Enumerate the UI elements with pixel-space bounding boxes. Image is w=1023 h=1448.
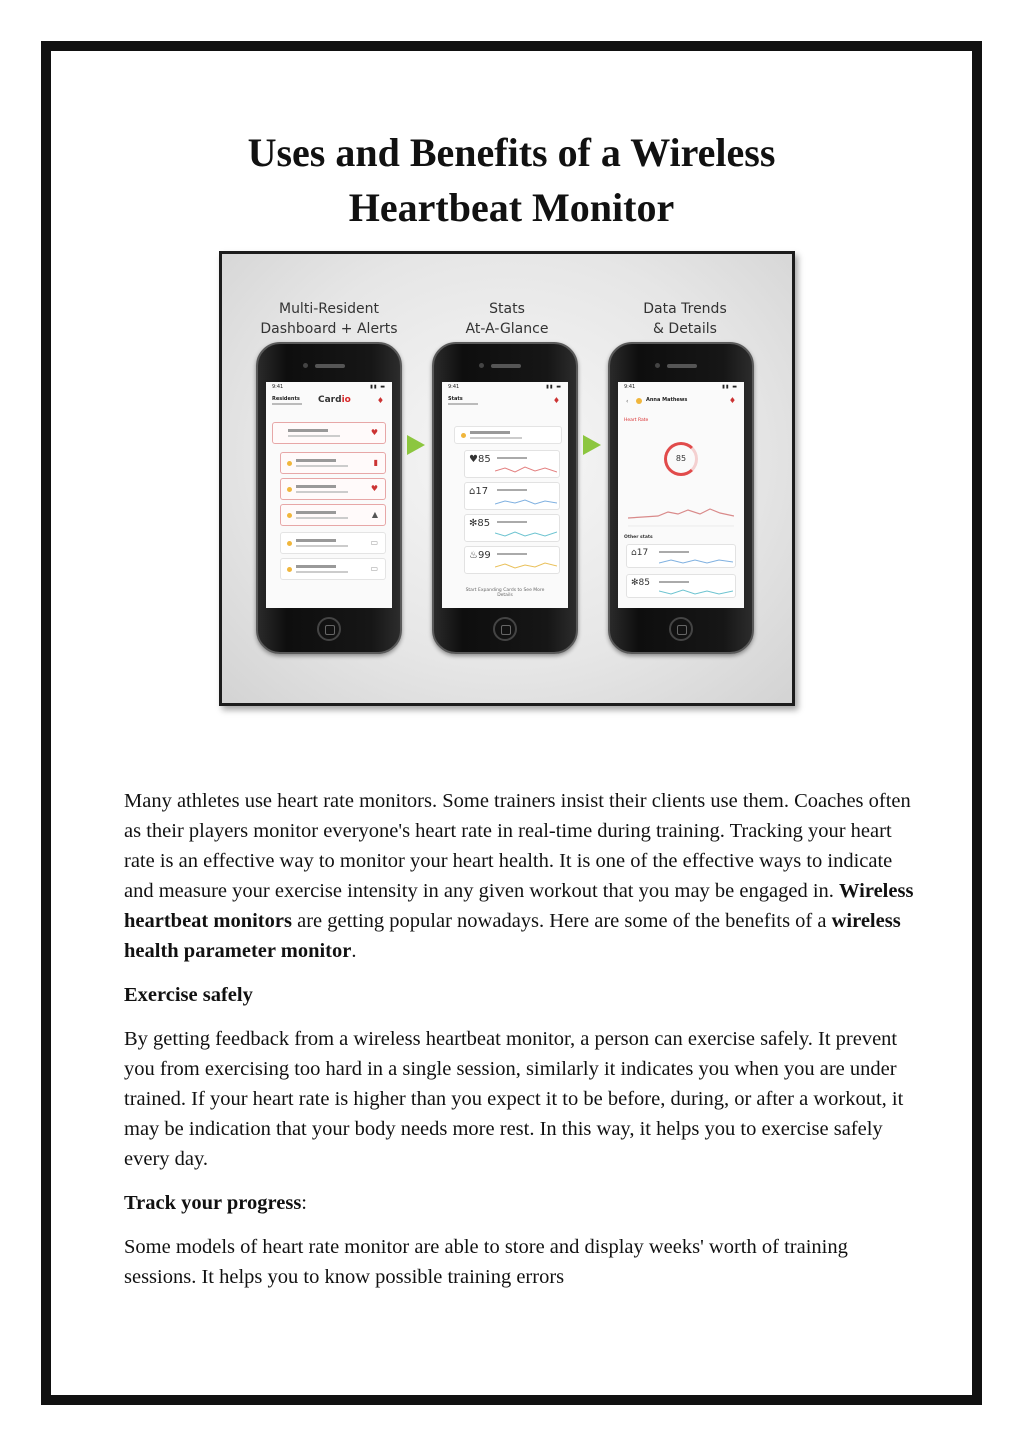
signal-battery-icon: ▮▮ ▬ xyxy=(546,384,562,390)
camera-icon xyxy=(303,363,308,368)
heading-suffix: : xyxy=(301,1192,307,1214)
intro-text: . xyxy=(351,940,357,962)
signal-battery-icon: ▮▮ ▬ xyxy=(722,384,738,390)
heart-rate-gauge xyxy=(664,442,698,476)
heart-monitor-app-figure xyxy=(219,251,795,706)
speaker-grille xyxy=(315,364,345,368)
chat-icon: ▭ xyxy=(370,564,378,573)
status-bar xyxy=(442,382,568,392)
trend-line xyxy=(495,527,557,541)
intro-paragraph xyxy=(124,786,914,966)
caption-line: Data Trends xyxy=(643,301,727,317)
respiratory-stat xyxy=(626,544,736,568)
speaker-grille xyxy=(667,364,697,368)
heart-rate-trend-chart xyxy=(628,498,734,528)
resident-card xyxy=(280,532,386,554)
stress-stat xyxy=(464,514,560,542)
trend-line xyxy=(495,559,557,573)
title-line-1: Uses and Benefits of a Wireless xyxy=(247,130,776,175)
phone-trends xyxy=(608,342,754,654)
resident-card xyxy=(280,452,386,474)
alert-bell-icon: ♦ xyxy=(728,396,736,405)
thermometer-icon: ▮ xyxy=(373,458,378,467)
screen-subheading xyxy=(448,403,478,405)
intro-text: are getting popular nowadays. Here are some of the benefits of a xyxy=(291,910,832,932)
section-paragraph-progress: Some models of heart rate monitor are able to store and display weeks' worth of training sessions. It helps you to know possible training errors xyxy=(124,1236,848,1288)
speaker-grille xyxy=(491,364,521,368)
heart-icon: ♥ xyxy=(370,428,378,437)
document-title xyxy=(0,125,1023,235)
next-arrow-icon xyxy=(583,435,601,455)
home-button xyxy=(317,617,341,641)
screen-subheading xyxy=(272,403,302,405)
camera-icon xyxy=(655,363,660,368)
trend-line xyxy=(659,557,733,567)
avatar xyxy=(636,398,642,404)
screen-heading: Residents xyxy=(272,396,300,402)
intro-bold-text: Wireless heartbeat monitors xyxy=(124,880,914,932)
screen-heading: Stats xyxy=(448,396,463,402)
home-button xyxy=(669,617,693,641)
status-time: 9:41 xyxy=(448,384,460,390)
resident-card xyxy=(454,426,562,444)
caption-line: At-A-Glance xyxy=(465,321,549,337)
caption-line: Stats xyxy=(489,301,525,317)
caption-line: Multi-Resident xyxy=(278,301,380,317)
phone-dashboard xyxy=(256,342,402,654)
status-time: 9:41 xyxy=(272,384,284,390)
alert-bell-icon: ♦ xyxy=(376,396,384,405)
trend-line xyxy=(659,587,733,597)
intro-bold-text: wireless health parameter monitor xyxy=(124,910,901,962)
article-body xyxy=(124,786,914,1306)
stat-value: ♥85 xyxy=(469,454,491,465)
resident-name: Anna Mathews xyxy=(646,397,688,403)
intro-text: Many athletes use heart rate monitors. Some trainers insist their clients use them. Coaches often as their players monitor everyone's heart rate in real-time during training. Tracking your heart rate is an effective way to monitor your heart health. It is one of the effective ways to indicate and measure your exercise intensity in any given workout that you may be engaged in. xyxy=(124,790,911,902)
phone-stats xyxy=(432,342,578,654)
chat-icon: ▭ xyxy=(370,538,378,547)
app-logo xyxy=(318,395,351,405)
screen-footer-hint: Start Expanding Cards to See More Details xyxy=(465,588,545,598)
section-label: Heart Rate xyxy=(624,418,649,423)
next-arrow-icon xyxy=(407,435,425,455)
section-paragraph-exercise: By getting feedback from a wireless heartbeat monitor, a person can exercise safely. It prevent you from exercising too hard in a single session, similarly it indicates you when you are under trained. If your heart rate is higher than you expect it to be before, during, or after a workout, it may be indication that your body needs more rest. In this way, it helps you to exercise safely every day. xyxy=(124,1028,904,1170)
section-heading-progress xyxy=(124,1188,914,1218)
stat-value: ⌂17 xyxy=(631,548,649,558)
temperature-stat xyxy=(464,546,560,574)
alert-bell-icon: ♦ xyxy=(552,396,560,405)
home-button xyxy=(493,617,517,641)
status-bar xyxy=(618,382,744,392)
stat-value: ⌂17 xyxy=(469,486,489,497)
heart-rate-stat xyxy=(464,450,560,478)
title-line-2: Heartbeat Monitor xyxy=(348,185,675,230)
camera-icon xyxy=(479,363,484,368)
back-chevron-icon: ‹ xyxy=(626,398,629,405)
heading-text: Track your progress xyxy=(124,1192,302,1214)
heart-icon: ♥ xyxy=(370,484,378,493)
stat-value: ✻85 xyxy=(469,518,491,529)
phone-screen xyxy=(618,382,744,608)
logo-accent-text: io xyxy=(341,395,351,405)
trend-line xyxy=(495,495,557,509)
respiratory-stat xyxy=(464,482,560,510)
stress-stat xyxy=(626,574,736,598)
status-bar xyxy=(266,382,392,392)
resident-card xyxy=(280,504,386,526)
gauge-value: 85 xyxy=(675,454,687,463)
warning-icon: ▲ xyxy=(371,510,378,519)
caption-line: Dashboard + Alerts xyxy=(260,321,398,337)
stat-value: ✻85 xyxy=(631,578,650,588)
caption-line: & Details xyxy=(653,321,717,337)
phone-screen xyxy=(266,382,392,608)
signal-battery-icon: ▮▮ ▬ xyxy=(370,384,386,390)
caption-trends xyxy=(600,299,770,339)
caption-stats xyxy=(422,299,592,339)
section-heading-exercise: Exercise safely xyxy=(124,984,253,1006)
status-time: 9:41 xyxy=(624,384,636,390)
trend-line xyxy=(495,463,557,477)
phone-screen xyxy=(442,382,568,608)
resident-card xyxy=(280,478,386,500)
logo-text: Card xyxy=(318,395,342,405)
caption-dashboard xyxy=(244,299,414,339)
section-label: Other stats xyxy=(624,535,653,540)
resident-card xyxy=(280,558,386,580)
resident-card xyxy=(272,422,386,444)
stat-value: ♨99 xyxy=(469,550,491,561)
